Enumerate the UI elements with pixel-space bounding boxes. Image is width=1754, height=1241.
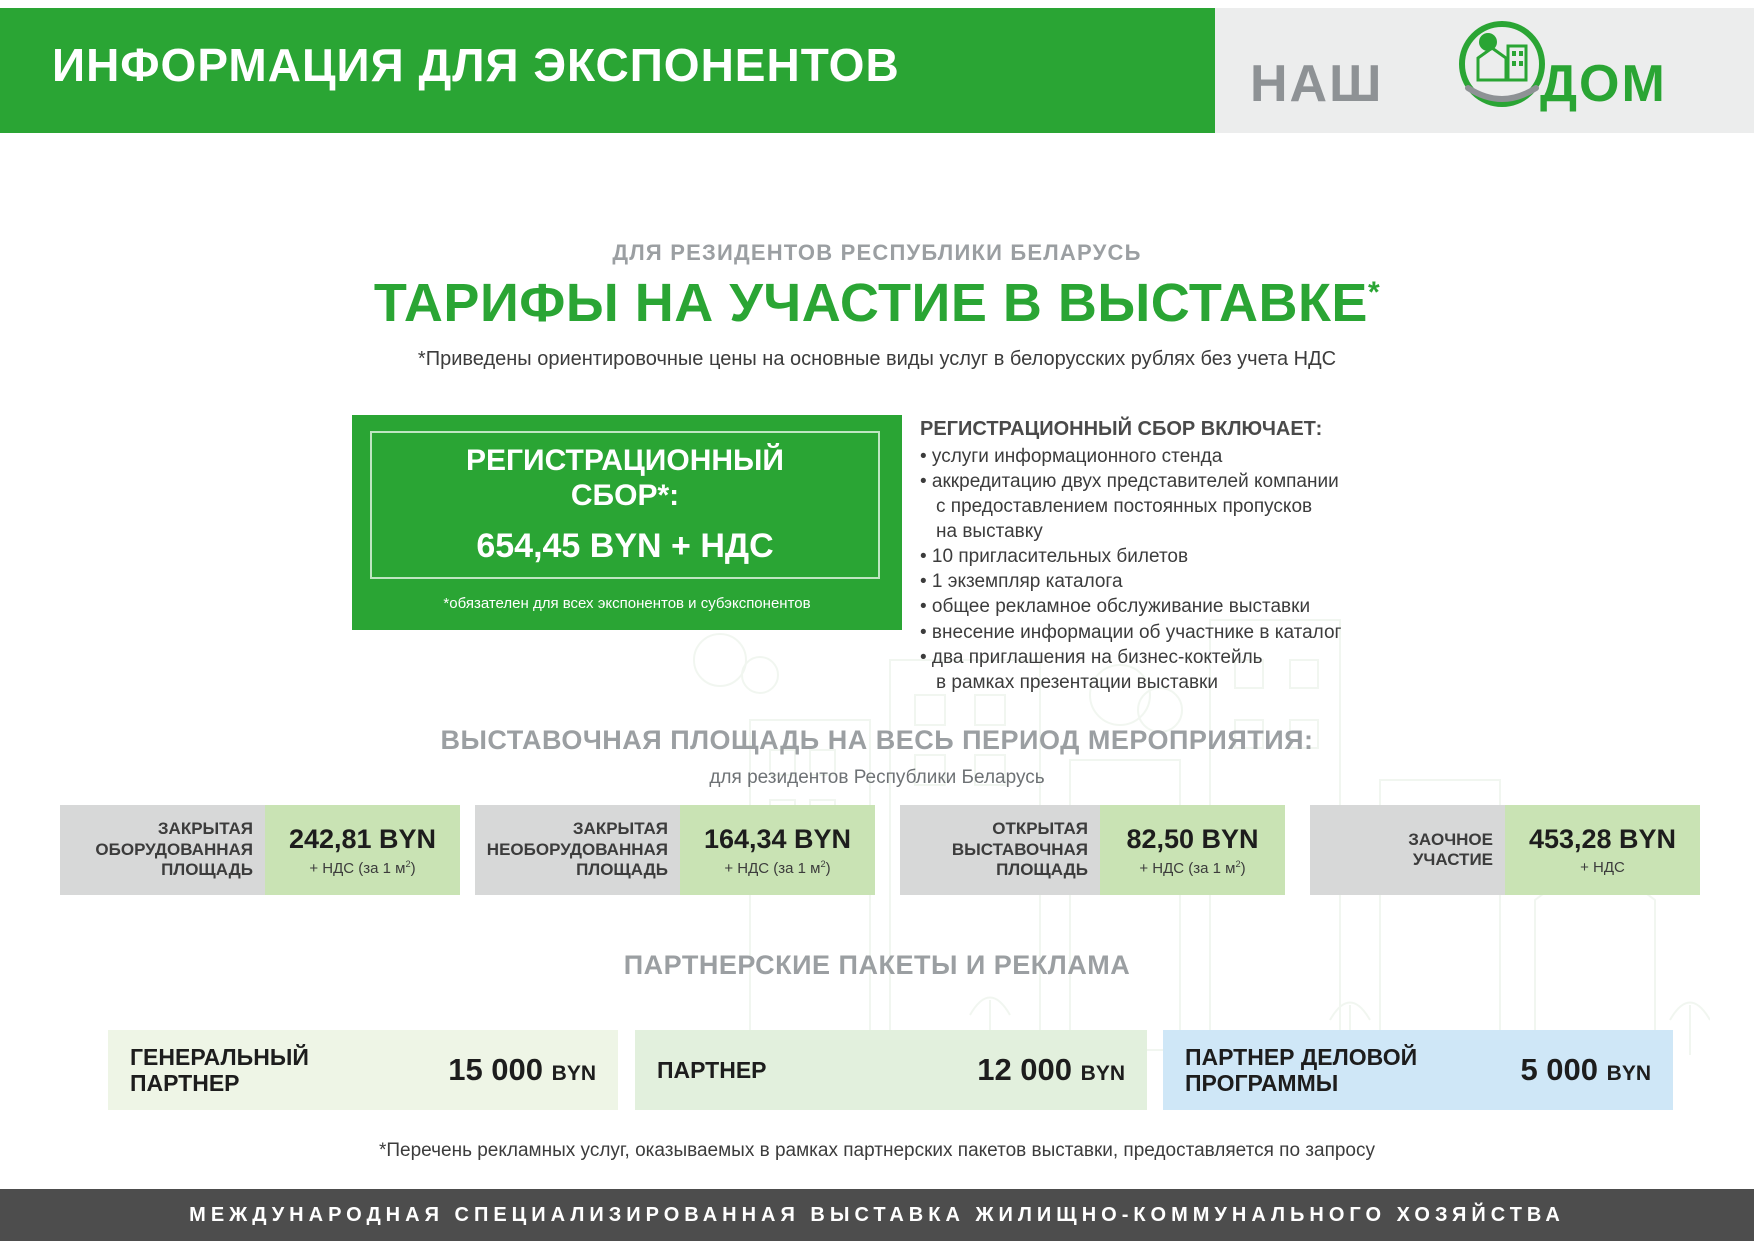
partner-card-general <box>108 1030 618 1110</box>
area-card-name: ЗАКРЫТАЯ ОБОРУДОВАННАЯ ПЛОЩАДЬ <box>60 805 265 895</box>
partner-card-currency: BYN <box>1606 1062 1651 1085</box>
area-card-note: + НДС (за 1 $м^2$) <box>724 858 831 877</box>
partners-section-title: ПАРТНЕРСКИЕ ПАКЕТЫ И РЕКЛАМА <box>623 950 1131 980</box>
area-card-closed-equipped <box>60 805 460 895</box>
partner-card-price <box>977 1052 1125 1088</box>
partner-card-currency: BYN <box>1080 1062 1125 1085</box>
area-card-price: 164,34 BYN <box>703 823 852 854</box>
area-card-name: ЗАОЧНОЕ УЧАСТИЕ <box>1310 805 1505 895</box>
page-title: ИНФОРМАЦИЯ ДЛЯ ЭКСПОНЕНТОВ <box>52 39 900 91</box>
area-card-price-block <box>265 805 460 895</box>
area-card-price: 82,50 BYN <box>1126 823 1259 854</box>
list-item: • 10 пригласительных билетов <box>920 546 1189 568</box>
registration-fee-label-line2: СБОР*: <box>570 478 680 512</box>
partner-card-price <box>1520 1052 1651 1088</box>
area-card-price-block <box>680 805 875 895</box>
area-price-row <box>60 805 1700 895</box>
partner-card-name: ПАРТНЕР <box>657 1056 767 1083</box>
area-card-price: 453,28 BYN <box>1528 824 1677 854</box>
area-card-name: ЗАКРЫТАЯ НЕОБОРУДОВАННАЯ ПЛОЩАДЬ <box>475 805 680 895</box>
brand-logo <box>1240 14 1720 126</box>
partner-card-partner <box>635 1030 1147 1110</box>
tariffs-title-asterisk: * <box>1367 276 1381 309</box>
partner-card-amount: 5 000 <box>1520 1052 1599 1087</box>
includes-list <box>920 444 1480 695</box>
registration-fee-price: 654,45 BYN + НДС <box>476 527 774 565</box>
area-section-title: ВЫСТАВОЧНАЯ ПЛОЩАДЬ НА ВЕСЬ ПЕРИОД МЕРОПРИЯТИЯ: <box>440 725 1314 755</box>
area-card-price: 242,81 BYN <box>288 823 437 854</box>
area-card-closed-unequipped <box>475 805 875 895</box>
area-card-note: + НДС (за 1 $м^2$) <box>1139 858 1246 877</box>
area-card-price-block <box>1100 805 1285 895</box>
tariffs-title-text: ТАРИФЫ НА УЧАСТИЕ В ВЫСТАВКЕ <box>373 273 1368 333</box>
page-header <box>0 0 1754 140</box>
area-section-subtitle: для резидентов Республики Беларусь <box>709 767 1045 788</box>
area-card-remote <box>1310 805 1700 895</box>
area-card-note: + НДС (за 1 $м^2$) <box>309 858 416 877</box>
partner-card-name: ПАРТНЕР ДЕЛОВОЙ ПРОГРАММЫ <box>1185 1043 1418 1096</box>
list-item: • аккредитацию двух представителей компании <box>920 471 1339 493</box>
area-card-note: + НДС <box>1580 859 1625 876</box>
list-item: на выставку <box>936 521 1043 543</box>
partner-cards-row <box>0 1030 1754 1110</box>
list-item: • два приглашения на бизнес-коктейль <box>920 646 1263 668</box>
tariffs-eyebrow: ДЛЯ РЕЗИДЕНТОВ РЕСПУБЛИКИ БЕЛАРУСЬ <box>612 240 1142 265</box>
tariffs-note: *Приведены ориентировочные цены на основные виды услуг в белорусских рублях без учета НДС <box>417 348 1337 370</box>
includes-title: РЕГИСТРАЦИОННЫЙ СБОР ВКЛЮЧАЕТ: <box>920 418 1323 440</box>
partner-card-currency: BYN <box>551 1062 596 1085</box>
list-item: • общее рекламное обслуживание выставки <box>920 596 1311 618</box>
partner-card-amount: 15 000 <box>448 1052 544 1087</box>
partners-note: *Перечень рекламных услуг, оказываемых в рамках партнерских пакетов выставки, предоставляется по запросу <box>378 1140 1375 1161</box>
page-footer <box>0 1189 1754 1241</box>
area-card-name: ОТКРЫТАЯ ВЫСТАВОЧНАЯ ПЛОЩАДЬ <box>900 805 1100 895</box>
area-card-open <box>900 805 1285 895</box>
partner-card-amount: 12 000 <box>977 1052 1073 1087</box>
list-item: с предоставлением постоянных пропусков <box>936 496 1313 518</box>
partner-card-business-program <box>1163 1030 1673 1110</box>
registration-fee-inner <box>370 431 880 579</box>
area-card-price-block <box>1505 805 1700 895</box>
list-item: • услуги информационного стенда <box>920 446 1223 467</box>
partner-card-name: ГЕНЕРАЛЬНЫЙ ПАРТНЕР <box>130 1043 309 1096</box>
list-item: в рамках презентации выставки <box>936 671 1218 693</box>
registration-fee-label-line1: РЕГИСТРАЦИОННЫЙ <box>466 444 784 477</box>
logo-text-dom: ДОМ <box>1540 55 1667 113</box>
footer-text: МЕЖДУНАРОДНАЯ СПЕЦИАЛИЗИРОВАННАЯ ВЫСТАВКА ЖИЛИЩНО-КОММУНАЛЬНОГО ХОЗЯЙСТВА <box>189 1203 1565 1226</box>
list-item: • внесение информации об участнике в каталог <box>920 621 1342 643</box>
tariffs-title <box>0 272 1754 334</box>
registration-fee-footnote: *обязателен для всех экспонентов и субэкспонентов <box>443 595 811 612</box>
list-item: • 1 экземпляр каталога <box>920 571 1123 593</box>
logo-text-nash: НАШ <box>1250 55 1384 113</box>
registration-fee-card <box>352 415 902 630</box>
partner-card-price <box>448 1052 596 1088</box>
